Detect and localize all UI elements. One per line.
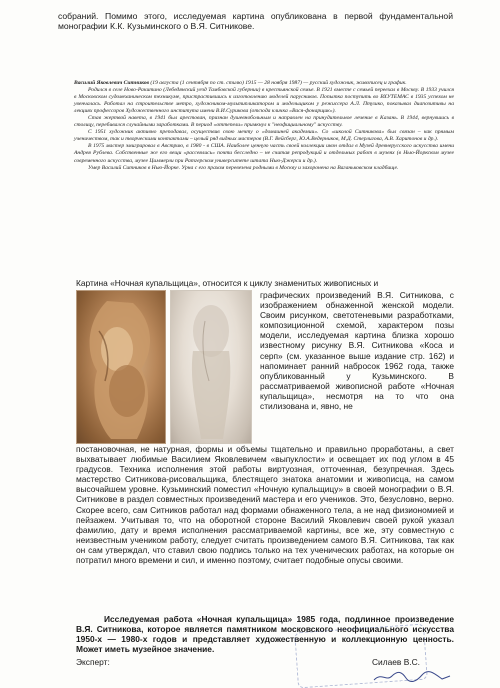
bio-paragraph: С 1951 художник активно преподавал, осуществив свою мечту о «домашней академии». Со «школой Ситникова» был связан – как прямым ученичеством, так и творческими контактами – целый ряд видных мастеров (В.Г. Вейсберг, Ю.А.Ведерников, М.Д. Стерлигова, А.В. Харитонов и др.). <box>74 129 454 143</box>
sketch-image <box>170 290 252 444</box>
artist-biography <box>74 80 454 172</box>
bio-paragraph: Родился в селе Ново-Ракитино (Лебедянский уезд Тамбовской губернии) в крестьянской семье. В 1921 вместе с семьей переехал в Москву. В 1933 учился в Московском судомеханическом техникуме, пристрастившись к изготовлению моделей парусников. Попытка поступить во ВХУТЕМАС в 1935 успехом не увенчалась. Работал на строительстве метро, художником-мультипликатором и модельщиком у режиссера А.Л. Птушко, показывал диапозитивы на лекциях профессоров Художественного института имени В.И.Сурикова (отсюда кличка «Вася-фонарщик»). <box>74 87 454 115</box>
painting-description-main: постановочная, не натурная, формы и объемы тщательно и правильно проработаны, а свет выхватывает любимые Василием Яковлевичем «выпуклости» и освещает их под углом в 45 градусов. Техника исполнения этой работы виртуозная, отточенная, безупречная. Здесь мастерство Ситникова-рисовальщика, блестящего знатока анатомии и живописца, на самом высочайшем уровне. Кузьминский поместил «Ночную купальщицу» в своей монографии о В.Я. Ситникове в раздел совместных произведений мастера и его учеников. Это, безусловно, верно. Скорее всего, сам Ситников работал над формами обнаженного тела, а не над физиономией и пейзажем. Учитывая то, что на оборотной стороне Василий Яковлевич своей рукой указал фамилию, дату и время исполнения рассматриваемой картины, все же, эту совместную с неизвестным учеником работу, следует считать произведением самого В.Я. Ситникова, так как он сам утверждал, что ставил свою подпись только на тех ученических работах, на которые он потратил много времени и сил, и именно поэтому, считает подобные опусы своими. <box>76 444 454 566</box>
painting-illustration <box>77 291 165 443</box>
bio-paragraph: Умер Василий Ситников в Нью-Йорке. Урна с его прахом перевезена родными в Москву и захоронена на Ваганьковском кладбище. <box>88 164 399 171</box>
artist-name: Василий Яковлевич Ситников <box>74 80 150 86</box>
intro-paragraph: собраний. Помимо этого, исследуемая картина опубликована в первой фундаментальной монографии К.К. Кузьминского о В.Я. Ситникове. <box>58 11 453 32</box>
sketch-illustration <box>171 291 251 443</box>
expert-label: Эксперт: <box>76 657 110 667</box>
painting-image <box>76 290 166 444</box>
expert-name: Силаев В.С. <box>372 657 420 667</box>
painting-description-start: Картина «Ночная купальщица», относится к циклу знаменитых живописных и <box>76 278 379 288</box>
bio-paragraph: Став жертвой навета, в 1941 был арестован, признан душевнобольным и направлен на принудительное лечение в Казань. В 1944, вернувшись в столицу, перебивался случайными заработками. В период «оттепели» примкнул к "неофициальному" искусству. <box>74 115 454 129</box>
bio-paragraph: Василий Яковлевич Ситников (19 августа (1 сентября по ст. стилю) 1915 — 28 ноября 1987) — русский художник, живописец и график. <box>74 80 407 86</box>
painting-description-side: графических произведений В.Я. Ситникова, с изображением обнаженной женской модели. Своим рисунком, светотеневыми разработками, композиционной схемой, характером позы модели, исследуемая картина близка хорошо известному рисунку В.Я. Ситникова «Коса и серп» (см. указанное выше издание стр. 162) и напоминает ранний набросок 1962 года, также опубликованный у Кузьминского. В рассматриваемой живописной работе «Ночная купальщица», несмотря на то что она стилизована и, явно, не <box>260 290 454 412</box>
handwritten-signature <box>372 670 452 684</box>
expert-conclusion: Исследуемая работа «Ночная купальщица» 1985 года, подлинное произведение В.Я. Ситникова, которое является памятником московского неофициального искусства 1950-х — 1980-х годов и представляет художественную и коллекционную ценность. Может иметь музейное значение. <box>76 614 454 655</box>
bio-paragraph: В 1975 мастер эмигрировал в Австрию, в 1980 - в США. Наиболее ценную часть своей коллекции икон отдал в Музей древнерусского искусства имени Андрея Рублева. Собственные же его вещи «рассеялись» почти бесследно – не считая репродукций и отдельных работ в музеях (в Нью-Йоркском музее современного искусства, музее Циммерли при Ратгерском университете штата Нью-Джерси и др.). <box>74 143 454 164</box>
